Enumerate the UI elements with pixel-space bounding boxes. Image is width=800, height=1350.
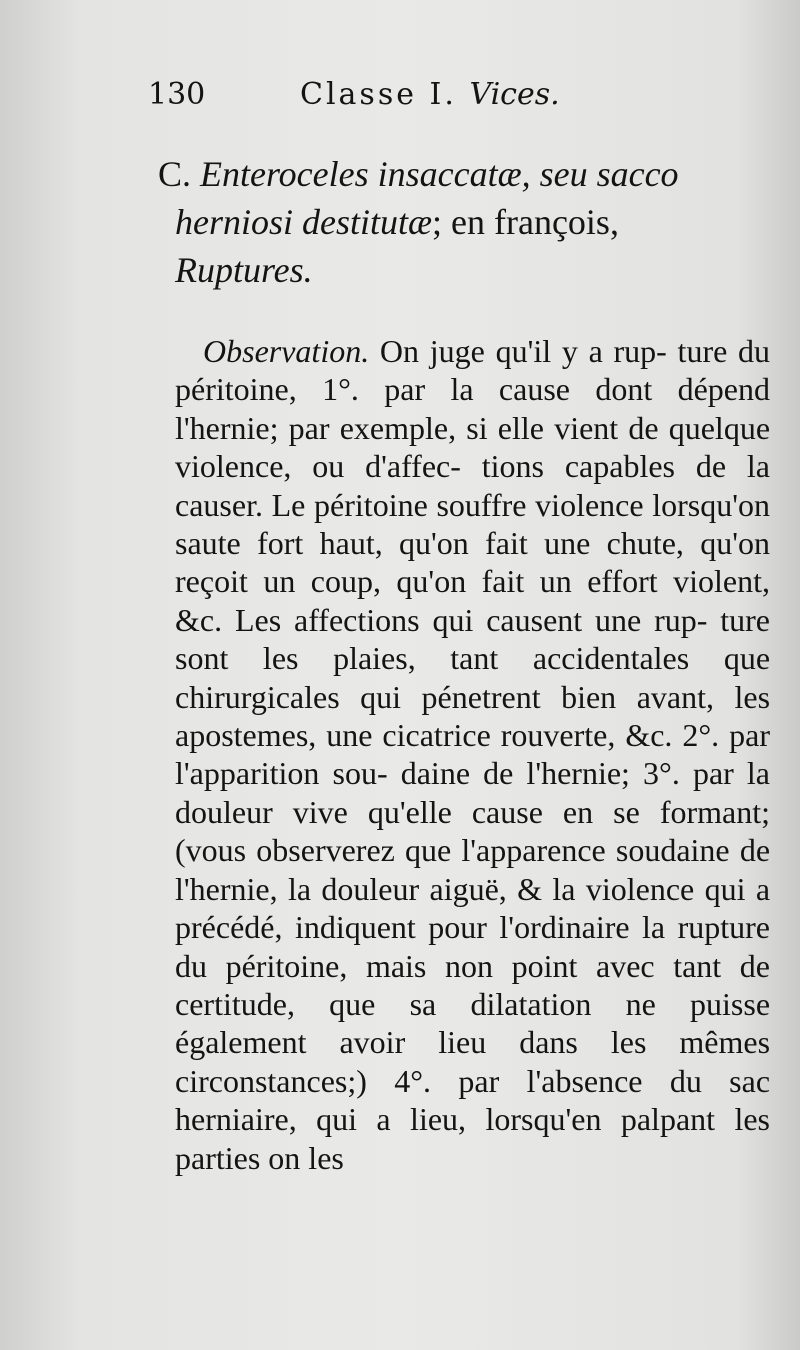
observation-label: Observation.	[203, 333, 370, 369]
observation-line: lorsqu'en palpant les parties on les	[175, 1101, 771, 1176]
entry-line-2	[175, 198, 770, 246]
entry-heading	[158, 150, 770, 294]
observation-line: ture du péritoine, 1°. par la cause dont	[175, 333, 771, 408]
observation-line: daine de l'hernie; 3°. par la douleur	[175, 755, 771, 830]
observation-line: vive qu'elle cause en se formant; (vous	[175, 793, 770, 869]
observation-line: dilatation ne puisse également avoir lieu	[175, 985, 771, 1061]
observation-line: ture sont les plaies, tant accidentales	[175, 601, 770, 677]
entry-french-name: Ruptures.	[175, 250, 313, 290]
observation-line: dans les mêmes circonstances;) 4°. par	[175, 1024, 771, 1099]
observation-line: non point avec tant de certitude, que sa	[175, 947, 771, 1022]
observation-line: &c. Les affections qui causent une rup-	[175, 601, 708, 638]
observation-line: que chirurgicales qui pénetrent bien	[175, 640, 771, 715]
page-body	[158, 150, 771, 1177]
observation-line: avant, les apostemes, une cicatrice	[175, 678, 771, 754]
entry-marker: C.	[158, 154, 192, 194]
observation-line: l'ordinaire la rupture du péritoine, mais	[175, 909, 770, 984]
observation-line: violence qui a précédé, indiquent pour	[175, 870, 771, 946]
observation-line: haut, qu'on fait une chute, qu'on reçoit	[175, 525, 771, 600]
running-title-section: Vices.	[469, 77, 560, 112]
observation-line: dépend l'hernie; par exemple, si elle	[175, 371, 770, 446]
observation-line: souffre violence lorsqu'on saute fort	[175, 486, 770, 562]
observation-line: vient de quelque violence, ou d'affec-	[175, 409, 771, 485]
entry-french-intro: ; en françois,	[432, 202, 619, 242]
running-title-class: Classe I.	[300, 77, 457, 112]
observation-line: un coup, qu'on fait un effort violent,	[263, 563, 771, 600]
running-title	[300, 70, 560, 120]
entry-latin-name: Enteroceles insaccatæ	[200, 154, 522, 194]
observation-line: l'absence du sac herniaire, qui a lieu,	[175, 1062, 771, 1138]
observation-line: de l'hernie, la douleur aiguë, & la	[175, 832, 771, 907]
observation-line: On juge qu'il y a rup-	[369, 333, 667, 369]
entry-latin-qualifier: herniosi destitutæ	[175, 202, 433, 242]
entry-line-1: C. Enteroceles insaccatæ, seu sacco	[158, 154, 679, 194]
observation-paragraph	[175, 332, 770, 1177]
observation-line: observerez que l'apparence soudaine	[256, 832, 730, 869]
observation-line: tions capables de la causer. Le péritoine	[175, 448, 770, 523]
page-header	[148, 70, 760, 120]
observation-line: rouverte, &c. 2°. par l'apparition sou-	[175, 717, 771, 792]
entry-line-3	[175, 246, 770, 294]
page-number: 130	[148, 77, 206, 112]
